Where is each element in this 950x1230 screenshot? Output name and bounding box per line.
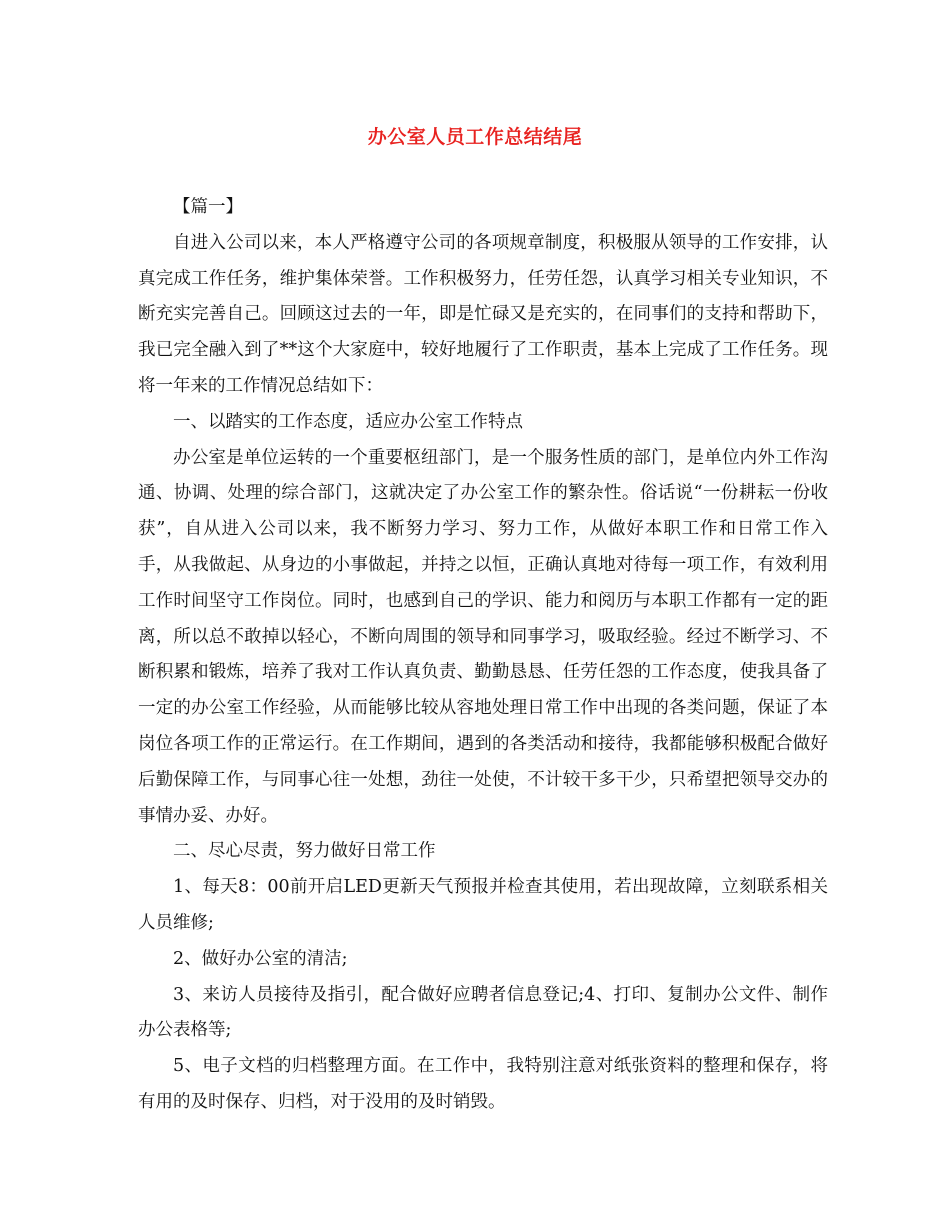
paragraph-office-role: 办公室是单位运转的一个重要枢纽部门，是一个服务性质的部门，是单位内外工作沟通、协调、处理的综合部门，这就决定了办公室工作的繁杂性。俗话说“一份耕耘一份收获”，自从进入公司以来，我不断努力学习、努力工作，从做好本职工作和日常工作入手，从我做起、从身边的小事做起，并持之以恒，正确认真地对待每一项工作，有效利用工作时间坚守工作岗位。同时，也感到自己的学识、能力和阅历与本职工作都有一定的距离，所以总不敢掉以轻心，不断向周围的领导和同事学习，吸取经验。经过不断学习、不断积累和锻炼，培养了我对工作认真负责、勤勤恳恳、任劳任怨的工作态度，使我具备了一定的办公室工作经验，从而能够比较从容地处理日常工作中出现的各类问题，保证了本岗位各项工作的正常运行。在工作期间，遇到的各类活动和接待，我都能够积极配合做好后勤保障工作，与同事心往一处想，劲往一处使，不计较干多干少，只希望把领导交办的事情办妥、办好。 <box>138 447 828 826</box>
heading-one: 一、以踏实的工作态度，适应办公室工作特点 <box>173 411 523 432</box>
list-item-2: 2、做好办公室的清洁; <box>173 948 348 969</box>
list-item-3-4: 3、来访人员接待及指引，配合做好应聘者信息登记;4、打印、复制办公文件、制作办公表格等; <box>138 984 828 1041</box>
heading-two: 二、尽心尽责，努力做好日常工作 <box>173 841 436 862</box>
document-title: 办公室人员工作总结结尾 <box>367 126 583 148</box>
list-item-5: 5、电子文档的归档整理方面。在工作中，我特别注意对纸张资料的整理和保存，将有用的及时保存、归档，对于没用的及时销毁。 <box>138 1056 828 1112</box>
list-item-1: 1、每天8：00前开启LED更新天气预报并检查其使用，若出现故障，立刻联系相关人员维修; <box>138 877 828 933</box>
section-label: 【篇一】 <box>173 197 243 217</box>
paragraph-intro: 自进入公司以来，本人严格遵守公司的各项规章制度，积极服从领导的工作安排，认真完成工作任务，维护集体荣誉。工作积极努力，任劳任怨，认真学习相关专业知识，不断充实完善自己。回顾这过去的一年，即是忙碌又是充实的，在同事们的支持和帮助下，我已完全融入到了**这个大家庭中，较好地履行了工作职责，基本上完成了工作任务。现将一年来的工作情况总结如下： <box>138 232 828 396</box>
document-body <box>138 190 828 1121</box>
